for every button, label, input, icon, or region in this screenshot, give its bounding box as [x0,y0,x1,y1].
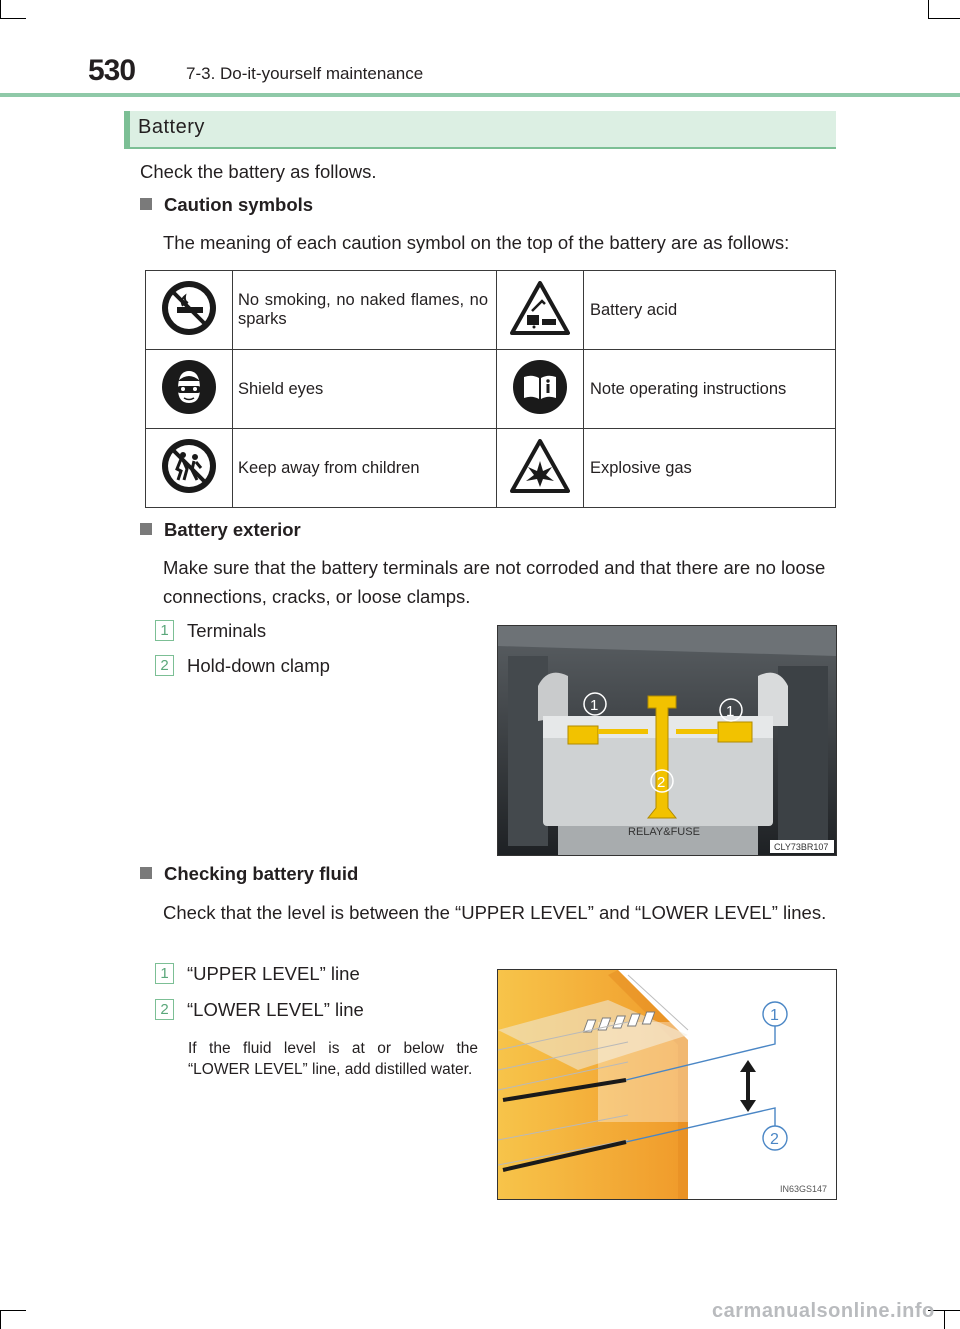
symbol-label: Explosive gas [590,458,692,477]
list-item [155,999,364,1021]
callout-number: 1 [155,963,174,984]
no-smoking-icon [161,280,217,336]
fluid-level-diagram [497,969,837,1200]
bullet-square [140,867,152,879]
symbol-label-cell [584,271,836,350]
shield-eyes-icon [161,359,217,415]
callout-number: 1 [770,1007,779,1024]
list-item [155,963,360,985]
relay-fuse-label: RELAY&FUSE [628,826,700,838]
symbol-cell [146,350,233,429]
list-item [155,620,266,642]
table-row [146,271,836,350]
symbol-label-cell [233,429,497,508]
section-title: Battery [138,116,205,138]
chapter-title: 7-3. Do-it-yourself maintenance [186,64,424,83]
footer-watermark: carmanualsonline.info [712,1300,935,1322]
fluid-heading-text: Checking battery fluid [164,863,359,884]
exterior-heading [140,519,301,541]
battery-photo [497,625,837,856]
caution-heading [140,194,313,216]
crop-mark [0,18,26,19]
header-rule [0,93,960,97]
symbol-label: Battery acid [590,300,678,319]
crop-mark [944,1310,945,1329]
image-code: IN63GS147 [780,1184,828,1194]
table-row [146,350,836,429]
callout-number: 2 [155,999,174,1020]
symbol-label-cell [233,271,497,350]
exterior-heading-text: Battery exterior [164,519,301,540]
callout-number: 2 [770,1131,779,1148]
crop-mark [928,18,960,19]
operating-instructions-icon [512,359,568,415]
symbol-cell [146,271,233,350]
symbol-label: No smoking, no naked flames, no sparks [238,291,488,328]
symbol-cell [146,429,233,508]
fluid-heading [140,863,358,885]
caution-text: The meaning of each caution symbol on the top of the battery are as follows: [163,232,790,253]
symbol-cell [497,271,584,350]
caution-symbols-table [145,270,836,508]
fluid-note: If the fluid level is at or below the “LOWER LEVEL” line, add distilled water. [188,1040,478,1078]
crop-mark [928,0,929,18]
symbol-label-cell [584,350,836,429]
engine-bay-illustration [498,626,836,855]
keep-away-children-icon [161,438,217,494]
callout-number: 2 [155,655,174,676]
callout-number: 1 [590,697,599,714]
symbol-label-cell [584,429,836,508]
list-item [155,655,330,677]
list-item-label: Terminals [187,620,267,641]
explosive-gas-icon [510,439,570,493]
callout-number: 1 [155,620,174,641]
battery-case-illustration [498,970,836,1199]
symbol-label: Shield eyes [238,379,324,398]
symbol-cell [497,429,584,508]
list-item-label: “LOWER LEVEL” line [187,999,364,1020]
intro-text: Check the battery as follows. [140,161,377,182]
symbol-label: Keep away from children [238,458,420,477]
crop-mark [0,1310,26,1311]
section-header [124,111,836,149]
fluid-text: Check that the level is between the “UPPER LEVEL” and “LOWER LEVEL” lines. [163,902,827,923]
battery-acid-icon [510,281,570,335]
symbol-label: Note operating instructions [590,379,787,398]
callout-number: 2 [657,774,666,791]
symbol-cell [497,350,584,429]
section-accent [124,111,130,147]
table-row [146,429,836,508]
exterior-text: Make sure that the battery terminals are not corroded and that there are no loose connections, cracks, or loose clamps. [163,557,826,607]
caution-heading-text: Caution symbols [164,194,314,215]
callout-number: 1 [726,703,735,720]
crop-mark [0,1310,1,1329]
symbol-label-cell [233,350,497,429]
list-item-label: Hold-down clamp [187,655,330,676]
page-number: 530 [88,54,136,87]
image-code: CLY73BR107 [774,842,829,852]
list-item-label: “UPPER LEVEL” line [187,963,360,984]
crop-mark [0,0,1,18]
bullet-square [140,198,152,210]
bullet-square [140,523,152,535]
